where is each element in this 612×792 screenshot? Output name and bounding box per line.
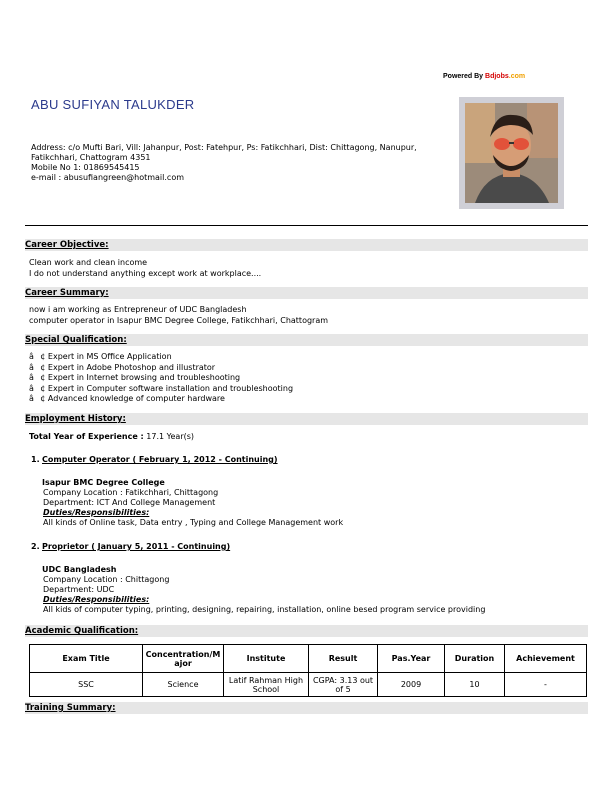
bdjobs-com: .com xyxy=(508,73,526,80)
duties-label: Duties/Responsibilities: xyxy=(43,508,150,517)
profile-photo-frame xyxy=(459,97,564,209)
company-location: Company Location : Fatikchhari, Chittagong xyxy=(43,488,219,497)
column-header: Duration xyxy=(445,645,505,673)
header-divider xyxy=(25,225,588,226)
list-item: â¢ Expert in MS Office Application xyxy=(29,352,172,361)
profile-photo xyxy=(465,103,558,203)
company-location: Company Location : Chittagong xyxy=(43,575,170,584)
list-item: â¢ Expert in Computer software installation and troubleshooting xyxy=(29,383,294,393)
column-header: Pas.Year xyxy=(378,645,445,673)
email-address: e-mail : abusufiangreen@hotmail.com xyxy=(31,173,185,182)
company-name: Isapur BMC Degree College xyxy=(42,478,165,487)
table-cell: CGPA: 3.13 out of 5 xyxy=(309,673,378,697)
column-header: Institute xyxy=(224,645,309,673)
address-line-1: Address: c/o Mufti Bari, Vill: Jahanpur, Post: Fatehpur, Ps: Fatikchhari, Dist: Chittagong, Nanupur, xyxy=(31,143,417,152)
contact-info xyxy=(31,143,451,183)
section-header-training-summary: Training Summary: xyxy=(25,702,588,714)
list-item: â¢ Advanced knowledge of computer hardware xyxy=(29,394,225,403)
table-cell: SSC xyxy=(30,673,143,697)
career-objective-text: Clean work and clean income I do not understand anything except work at workplace.... xyxy=(29,258,262,278)
job-title: Computer Operator ( February 1, 2012 - Continuing) xyxy=(42,455,278,464)
duties-text: All kinds of Online task, Data entry , Typing and College Management work xyxy=(43,518,344,527)
section-header-employment-history: Employment History: xyxy=(25,413,588,425)
job-title: Proprietor ( January 5, 2011 - Continuing) xyxy=(42,542,231,551)
table-cell: - xyxy=(505,673,587,697)
mobile-number: Mobile No 1: 01869545415 xyxy=(31,163,140,172)
address-line-2: Fatikchhari, Chattogram 4351 xyxy=(31,153,151,162)
table-cell: Latif Rahman High School xyxy=(224,673,309,697)
company-name: UDC Bangladesh xyxy=(42,565,117,574)
list-item: â¢ Expert in Adobe Photoshop and illustrator xyxy=(29,362,216,372)
list-item: â¢ Expert in Internet browsing and troubleshooting xyxy=(29,373,241,382)
special-qualification-list xyxy=(29,352,293,405)
table-cell: 2009 xyxy=(378,673,445,697)
candidate-name: ABU SUFIYAN TALUKDER xyxy=(31,97,195,112)
column-header: Achievement xyxy=(505,645,587,673)
table-header-row xyxy=(30,645,587,673)
department: Department: UDC xyxy=(43,585,115,594)
section-header-academic-qualification: Academic Qualification: xyxy=(25,625,588,637)
section-header-special-qualification: Special Qualification: xyxy=(25,334,588,346)
total-experience: Total Year of Experience : 17.1 Year(s) xyxy=(29,432,195,441)
table-cell: Science xyxy=(143,673,224,697)
duties-text: All kids of computer typing, printing, designing, repairing, installation, online besed program service providing xyxy=(43,605,486,614)
column-header: Exam Title xyxy=(30,645,143,673)
bdjobs-brand: Bdjobs xyxy=(485,73,509,80)
department: Department: ICT And College Management xyxy=(43,498,216,507)
job-number: 2. xyxy=(31,542,40,551)
table-cell: 10 xyxy=(445,673,505,697)
section-header-career-summary: Career Summary: xyxy=(25,287,588,299)
powered-by: Powered By Bdjobs.com xyxy=(443,73,526,80)
duties-label: Duties/Responsibilities: xyxy=(43,595,150,604)
academic-table xyxy=(29,644,587,697)
career-summary-text: now i am working as Entrepreneur of UDC Bangladesh computer operator in Isapur BMC Degree College, Fatikchhari, Chattogram xyxy=(29,305,329,325)
section-header-career-objective: Career Objective: xyxy=(25,239,588,251)
column-header: Result xyxy=(309,645,378,673)
table-row xyxy=(30,673,587,697)
portrait-illustration xyxy=(465,103,558,203)
column-header: Concentration/M ajor xyxy=(143,645,224,673)
job-number: 1. xyxy=(31,455,40,464)
